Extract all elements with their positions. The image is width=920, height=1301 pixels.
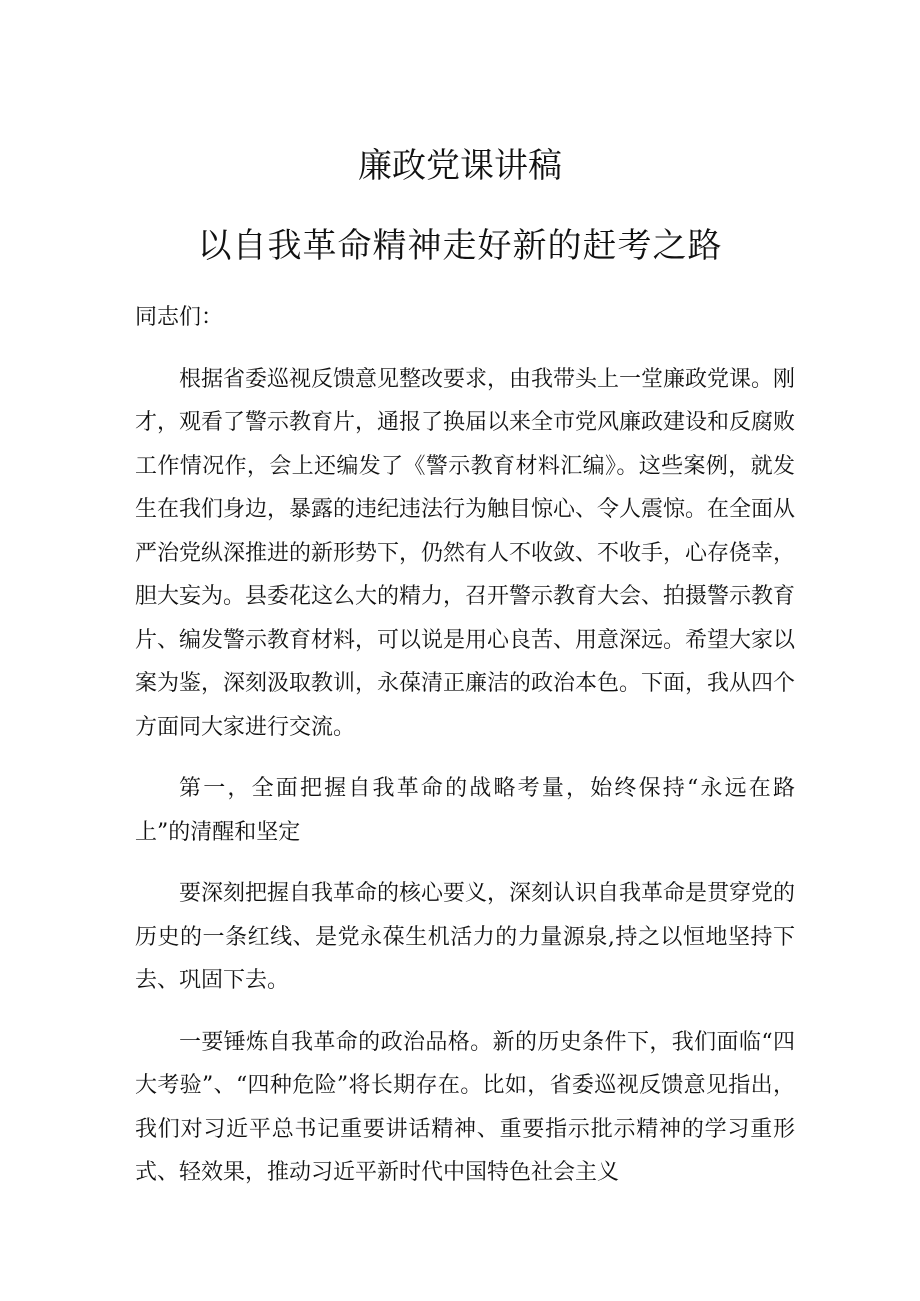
document-body xyxy=(135,296,795,1195)
greeting: 同志们： xyxy=(135,305,224,330)
paragraph-core-essence: 要深刻把握自我革命的核心要义，深刻认识自我革命是贯穿党的历史的一条红线、是党永葆生机活力的力量源泉,持之以恒地坚持下去、巩固下去。 xyxy=(135,881,796,993)
paragraph-political-character: 一要锤炼自我革命的政治品格。新的历史条件下，我们面临“四大考验”、“四种危险”将长期存在。比如，省委巡视反馈意见指出，我们对习近平总书记重要讲话精神、重要指示批示精神的学习重形式、轻效果，推动习近平新时代中国特色社会主义 xyxy=(135,1029,795,1185)
document-title: 廉政党课讲稿 xyxy=(358,146,562,186)
paragraph-intro: 根据省委巡视反馈意见整改要求，由我带头上一堂廉政党课。刚才，观看了警示教育片，通报了换届以来全市党风廉政建设和反腐败工作情况作，会上还编发了《警示教育材料汇编》。这些案例，就发生在我们身边，暴露的违纪违法行为触目惊心、令人震惊。在全面从严治党纵深推进的新形势下，仍然有人不收敛、不收手，心存侥幸，胆大妄为。县委花这么大的精力，召开警示教育大会、拍摄警示教育片、编发警示教育材料，可以说是用心良苦、用意深远。希望大家以案为鉴，深刻汲取教训，永葆清正廉洁的政治本色。下面，我从四个方面同大家进行交流。 xyxy=(135,366,796,740)
section-heading-first: 第一，全面把握自我革命的战略考量，始终保持“永远在路上”的清醒和坚定 xyxy=(135,776,795,845)
document-subtitle: 以自我革命精神走好新的赶考之路 xyxy=(197,226,723,266)
